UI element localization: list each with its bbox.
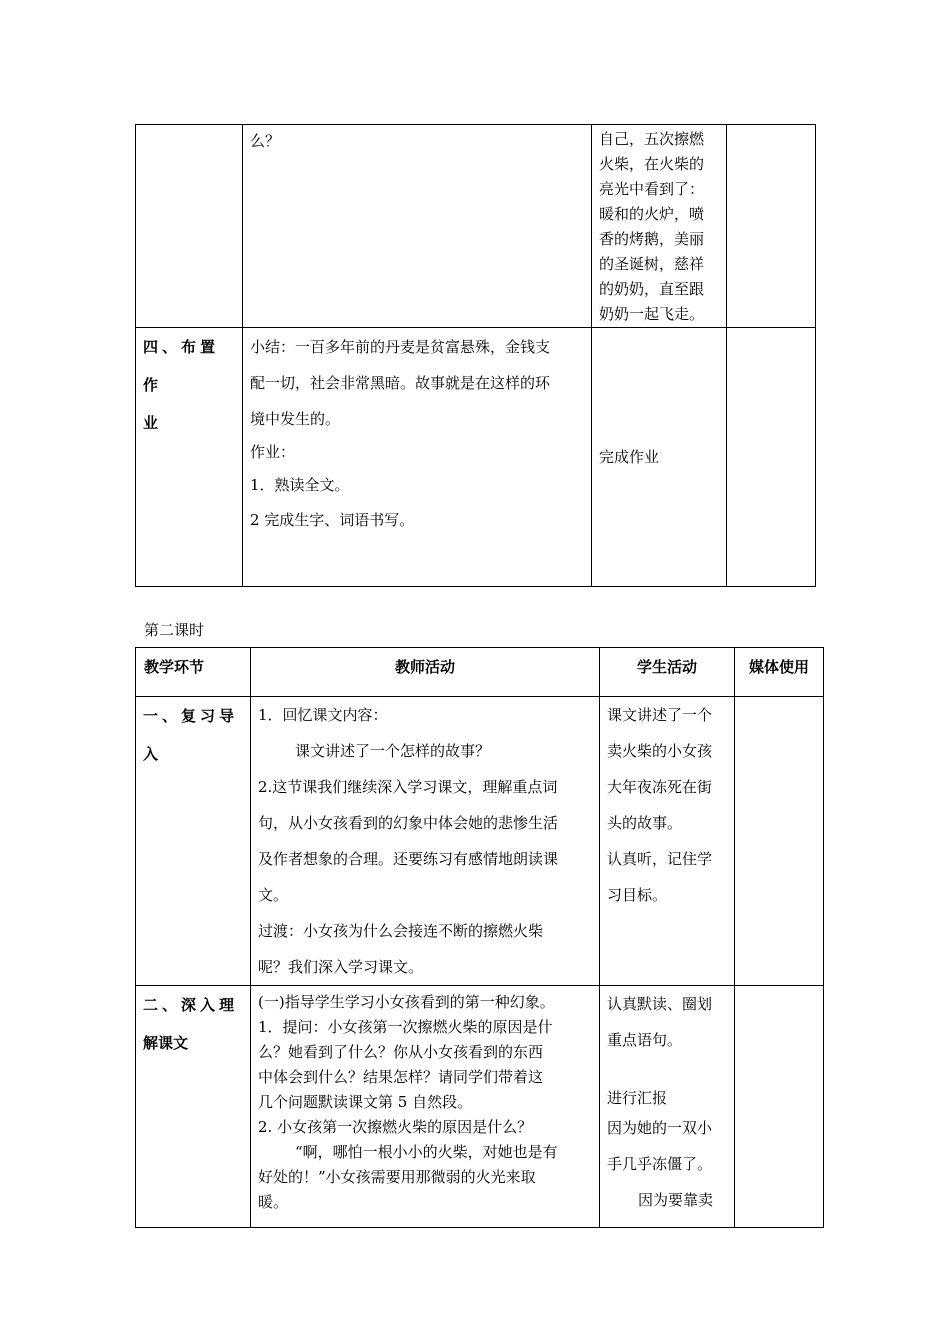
table-row (136, 697, 824, 986)
text-line: 大年夜冻死在街 (607, 778, 713, 796)
media-cell (727, 328, 816, 587)
text-line: 2. 小女孩第一次擦燃火柴的原因是什么？ (258, 1118, 533, 1136)
teacher-activity-cell (243, 125, 592, 328)
text-line: 亮光中看到了： (599, 180, 705, 198)
stage-cell (136, 986, 251, 1228)
stage-label: 二、深入理 (143, 996, 239, 1014)
text-line: 认真听，记住学 (607, 850, 713, 868)
text-line: 及作者想象的合理。还要练习有感情地朗读课 (258, 850, 559, 868)
table-row (136, 125, 816, 328)
teacher-activity-cell (251, 697, 600, 986)
table-header-row (136, 648, 824, 697)
text-line: 的圣诞树，慈祥 (599, 255, 705, 273)
text-line: 几个问题默读课文第 5 自然段。 (258, 1093, 473, 1111)
student-activity-cell (600, 986, 735, 1228)
text-line: 课文讲述了一个怎样的故事？ (295, 742, 491, 760)
text-line: 火柴，在火柴的 (599, 155, 705, 173)
text-line: 课文讲述了一个 (607, 706, 713, 724)
text-line: 手几乎冻僵了。 (607, 1155, 713, 1173)
stage-label: 解课文 (143, 1034, 189, 1052)
column-header: 媒体使用 (735, 648, 824, 697)
text-line: 配一切，社会非常黑暗。故事就是在这样的环 (250, 374, 551, 392)
stage-label: 四、布置作 (143, 338, 220, 394)
stage-cell (136, 697, 251, 986)
student-activity-cell (592, 125, 727, 328)
text-line: 2 完成生字、词语书写。 (250, 511, 415, 529)
stage-cell (136, 328, 243, 587)
stage-label: 一、复习导 (143, 707, 239, 725)
text-line: 呢？我们深入学习课文。 (258, 958, 424, 976)
text-line: 么？她看到了什么？你从小女孩看到的东西 (258, 1043, 544, 1061)
text-line: 过渡：小女孩为什么会接连不断的擦燃火柴 (258, 922, 544, 940)
section-caption: 第二课时 (144, 621, 205, 639)
column-header: 学生活动 (600, 648, 735, 697)
text-line: 小结：一百多年前的丹麦是贫富悬殊，金钱支 (250, 338, 551, 356)
column-header: 教学环节 (136, 648, 251, 697)
text-line: 句，从小女孩看到的幻象中体会她的悲惨生活 (258, 814, 559, 832)
text-line: 文。 (258, 886, 289, 904)
text-line: 认真默读、圈划 (607, 995, 713, 1013)
student-activity-cell (600, 697, 735, 986)
text-line: 完成作业 (599, 448, 660, 466)
stage-cell (136, 125, 243, 328)
text-line: 暖。 (258, 1193, 289, 1211)
text-line: 1．提问：小女孩第一次擦燃火柴的原因是什 (258, 1018, 553, 1036)
text-line: 作业： (250, 443, 296, 461)
teacher-activity-cell (251, 986, 600, 1228)
text-line: 1．熟读全文。 (250, 476, 350, 494)
text-line: 1．回忆课文内容： (258, 706, 388, 724)
text-line: 因为要靠卖 (638, 1191, 714, 1209)
table-row (136, 986, 824, 1228)
text-line: 好处的！”小女孩需要用那微弱的火光来取 (258, 1168, 536, 1186)
lesson-table-2 (135, 647, 824, 1228)
text-line: 进行汇报 (607, 1089, 668, 1107)
teacher-activity-cell (243, 328, 592, 587)
text-line: 香的烤鹅，美丽 (599, 230, 705, 248)
text-line: (一)指导学生学习小女孩看到的第一种幻象。 (258, 993, 555, 1011)
text-line: 重点语句。 (607, 1031, 683, 1049)
media-cell (735, 697, 824, 986)
text-line: 2.这节课我们继续深入学习课文，理解重点词 (258, 778, 558, 796)
column-header: 教师活动 (251, 648, 600, 697)
table-row (136, 328, 816, 587)
text-line: 习目标。 (607, 886, 668, 904)
text-line: 头的故事。 (607, 814, 683, 832)
text-line: 的奶奶，直至跟 (599, 280, 705, 298)
text-line: 卖火柴的小女孩 (607, 742, 713, 760)
stage-label: 业 (143, 414, 159, 432)
stage-label: 入 (143, 745, 159, 763)
text-line: 中体会到什么？结果怎样？请同学们带着这 (258, 1068, 544, 1086)
lesson-table-1 (135, 124, 816, 587)
student-activity-cell (592, 328, 727, 587)
media-cell (735, 986, 824, 1228)
text-line: 境中发生的。 (250, 410, 341, 428)
text-line: 因为她的一双小 (607, 1119, 713, 1137)
text-line: 么？ (250, 132, 281, 150)
text-line: “啊，哪怕一根小小的火柴，对她也是有 (295, 1143, 558, 1161)
text-line: 自己，五次擦燃 (599, 130, 705, 148)
text-line: 奶奶一起飞走。 (599, 305, 705, 323)
media-cell (727, 125, 816, 328)
text-line: 暖和的火炉，喷 (599, 205, 705, 223)
